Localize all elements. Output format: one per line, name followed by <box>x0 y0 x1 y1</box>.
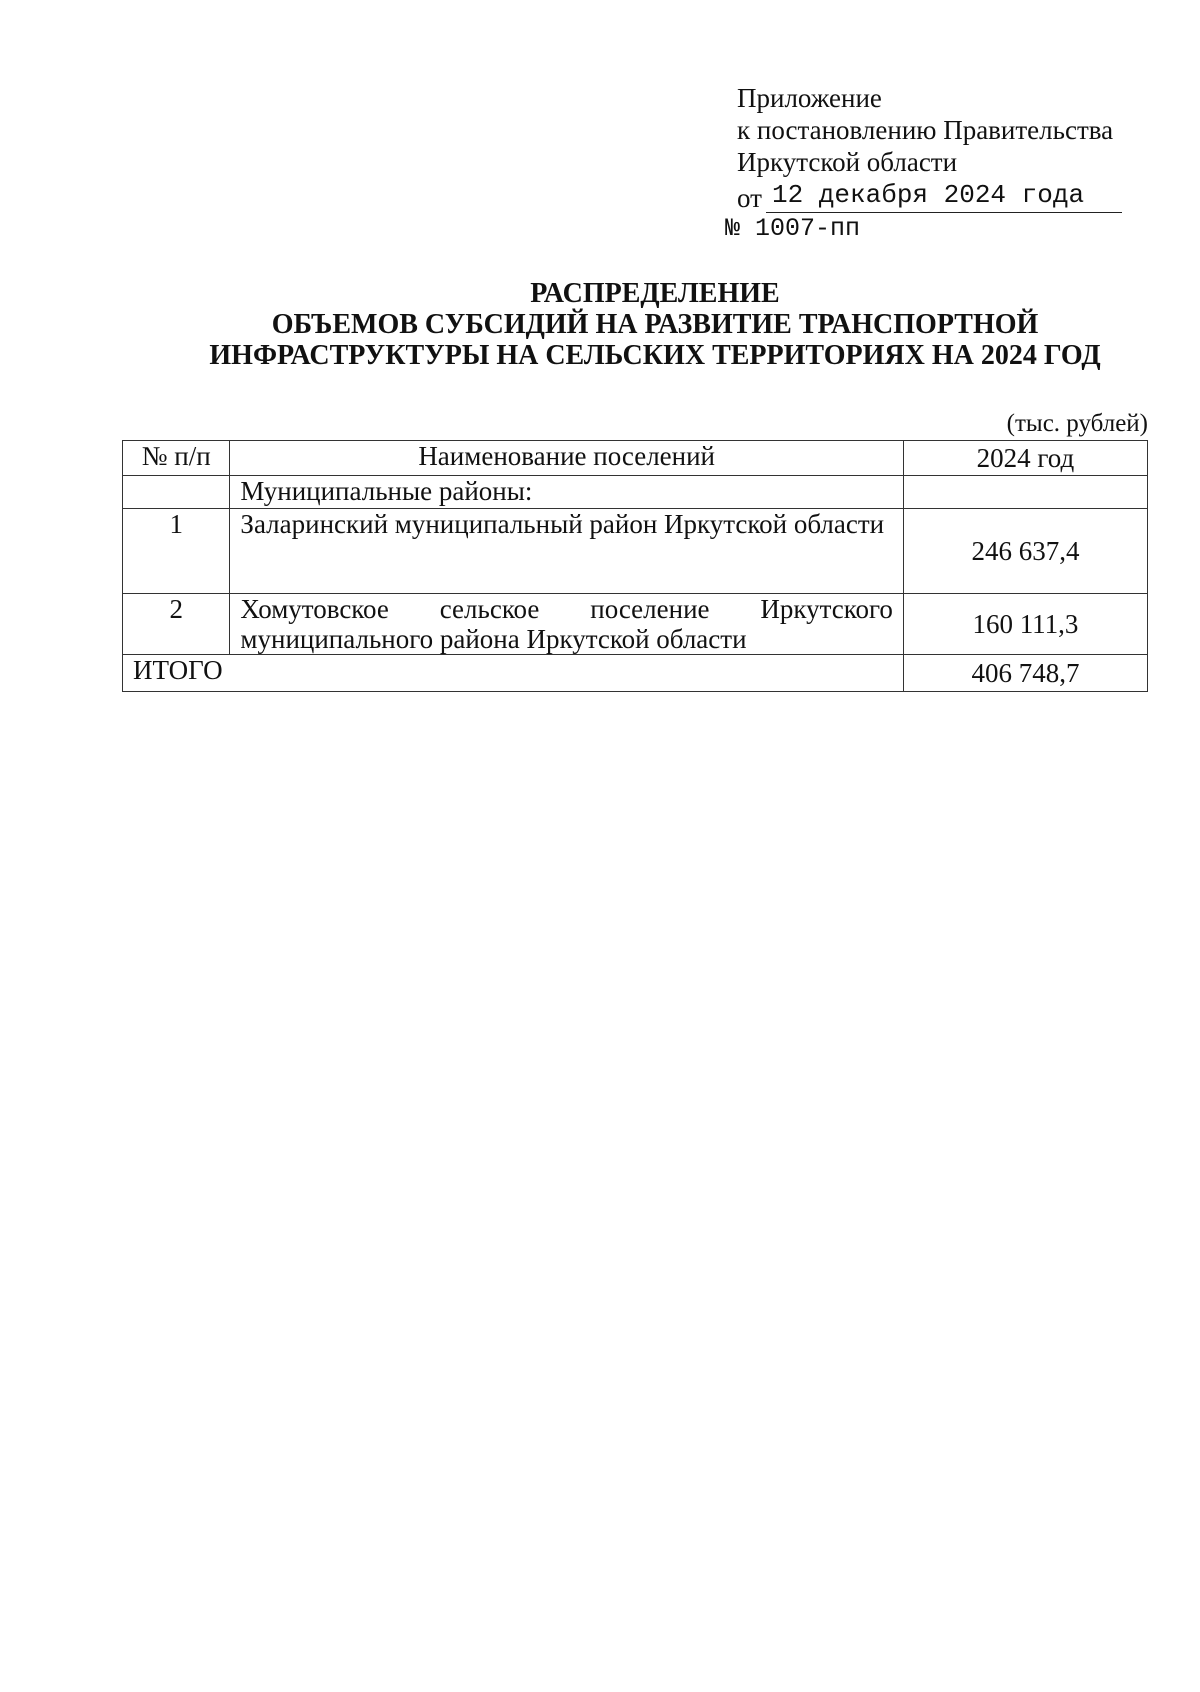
table-row <box>123 594 1148 655</box>
table-row <box>123 509 1148 594</box>
units-label: (тыс. рублей) <box>1006 410 1148 437</box>
header-name: Наименование поселений <box>230 441 903 476</box>
subsidy-table <box>122 440 1148 692</box>
row-value: 246 637,4 <box>903 509 1147 594</box>
header-year: 2024 год <box>903 441 1147 476</box>
appendix-line-2: к постановлению Правительства <box>737 115 1114 145</box>
resolution-date: 12 декабря 2024 года <box>766 178 1122 213</box>
row-num: 1 <box>123 509 230 594</box>
appendix-line-1: Приложение <box>737 83 882 113</box>
row-name: Хомутовское сельское поселение Иркутского муниципального района Иркутской области <box>230 594 903 655</box>
total-label: ИТОГО <box>123 655 904 692</box>
row-value: 160 111,3 <box>903 594 1147 655</box>
appendix-block <box>737 82 1113 212</box>
total-row <box>123 655 1148 692</box>
date-prefix: от <box>737 183 762 213</box>
section-label: Муниципальные районы: <box>230 476 903 509</box>
title-line-2: ОБЪЕМОВ СУБСИДИЙ НА РАЗВИТИЕ ТРАНСПОРТНОЙ <box>271 309 1039 340</box>
section-value-cell <box>903 476 1147 509</box>
total-value: 406 748,7 <box>903 655 1147 692</box>
document-title <box>0 278 1200 371</box>
table-header-row <box>123 441 1148 476</box>
appendix-line-3: Иркутской области <box>737 147 958 177</box>
appendix-date-row <box>737 178 1113 212</box>
header-num: № п/п <box>123 441 230 476</box>
row-name: Заларинский муниципальный район Иркутской области <box>230 509 903 594</box>
title-line-3: ИНФРАСТРУКТУРЫ НА СЕЛЬСКИХ ТЕРРИТОРИЯХ НА 2024 ГОД <box>209 340 1101 371</box>
row-num: 2 <box>123 594 230 655</box>
section-row <box>123 476 1148 509</box>
title-line-1: РАСПРЕДЕЛЕНИЕ <box>530 278 780 309</box>
resolution-number: № 1007-пп <box>725 214 861 243</box>
section-num-cell <box>123 476 230 509</box>
